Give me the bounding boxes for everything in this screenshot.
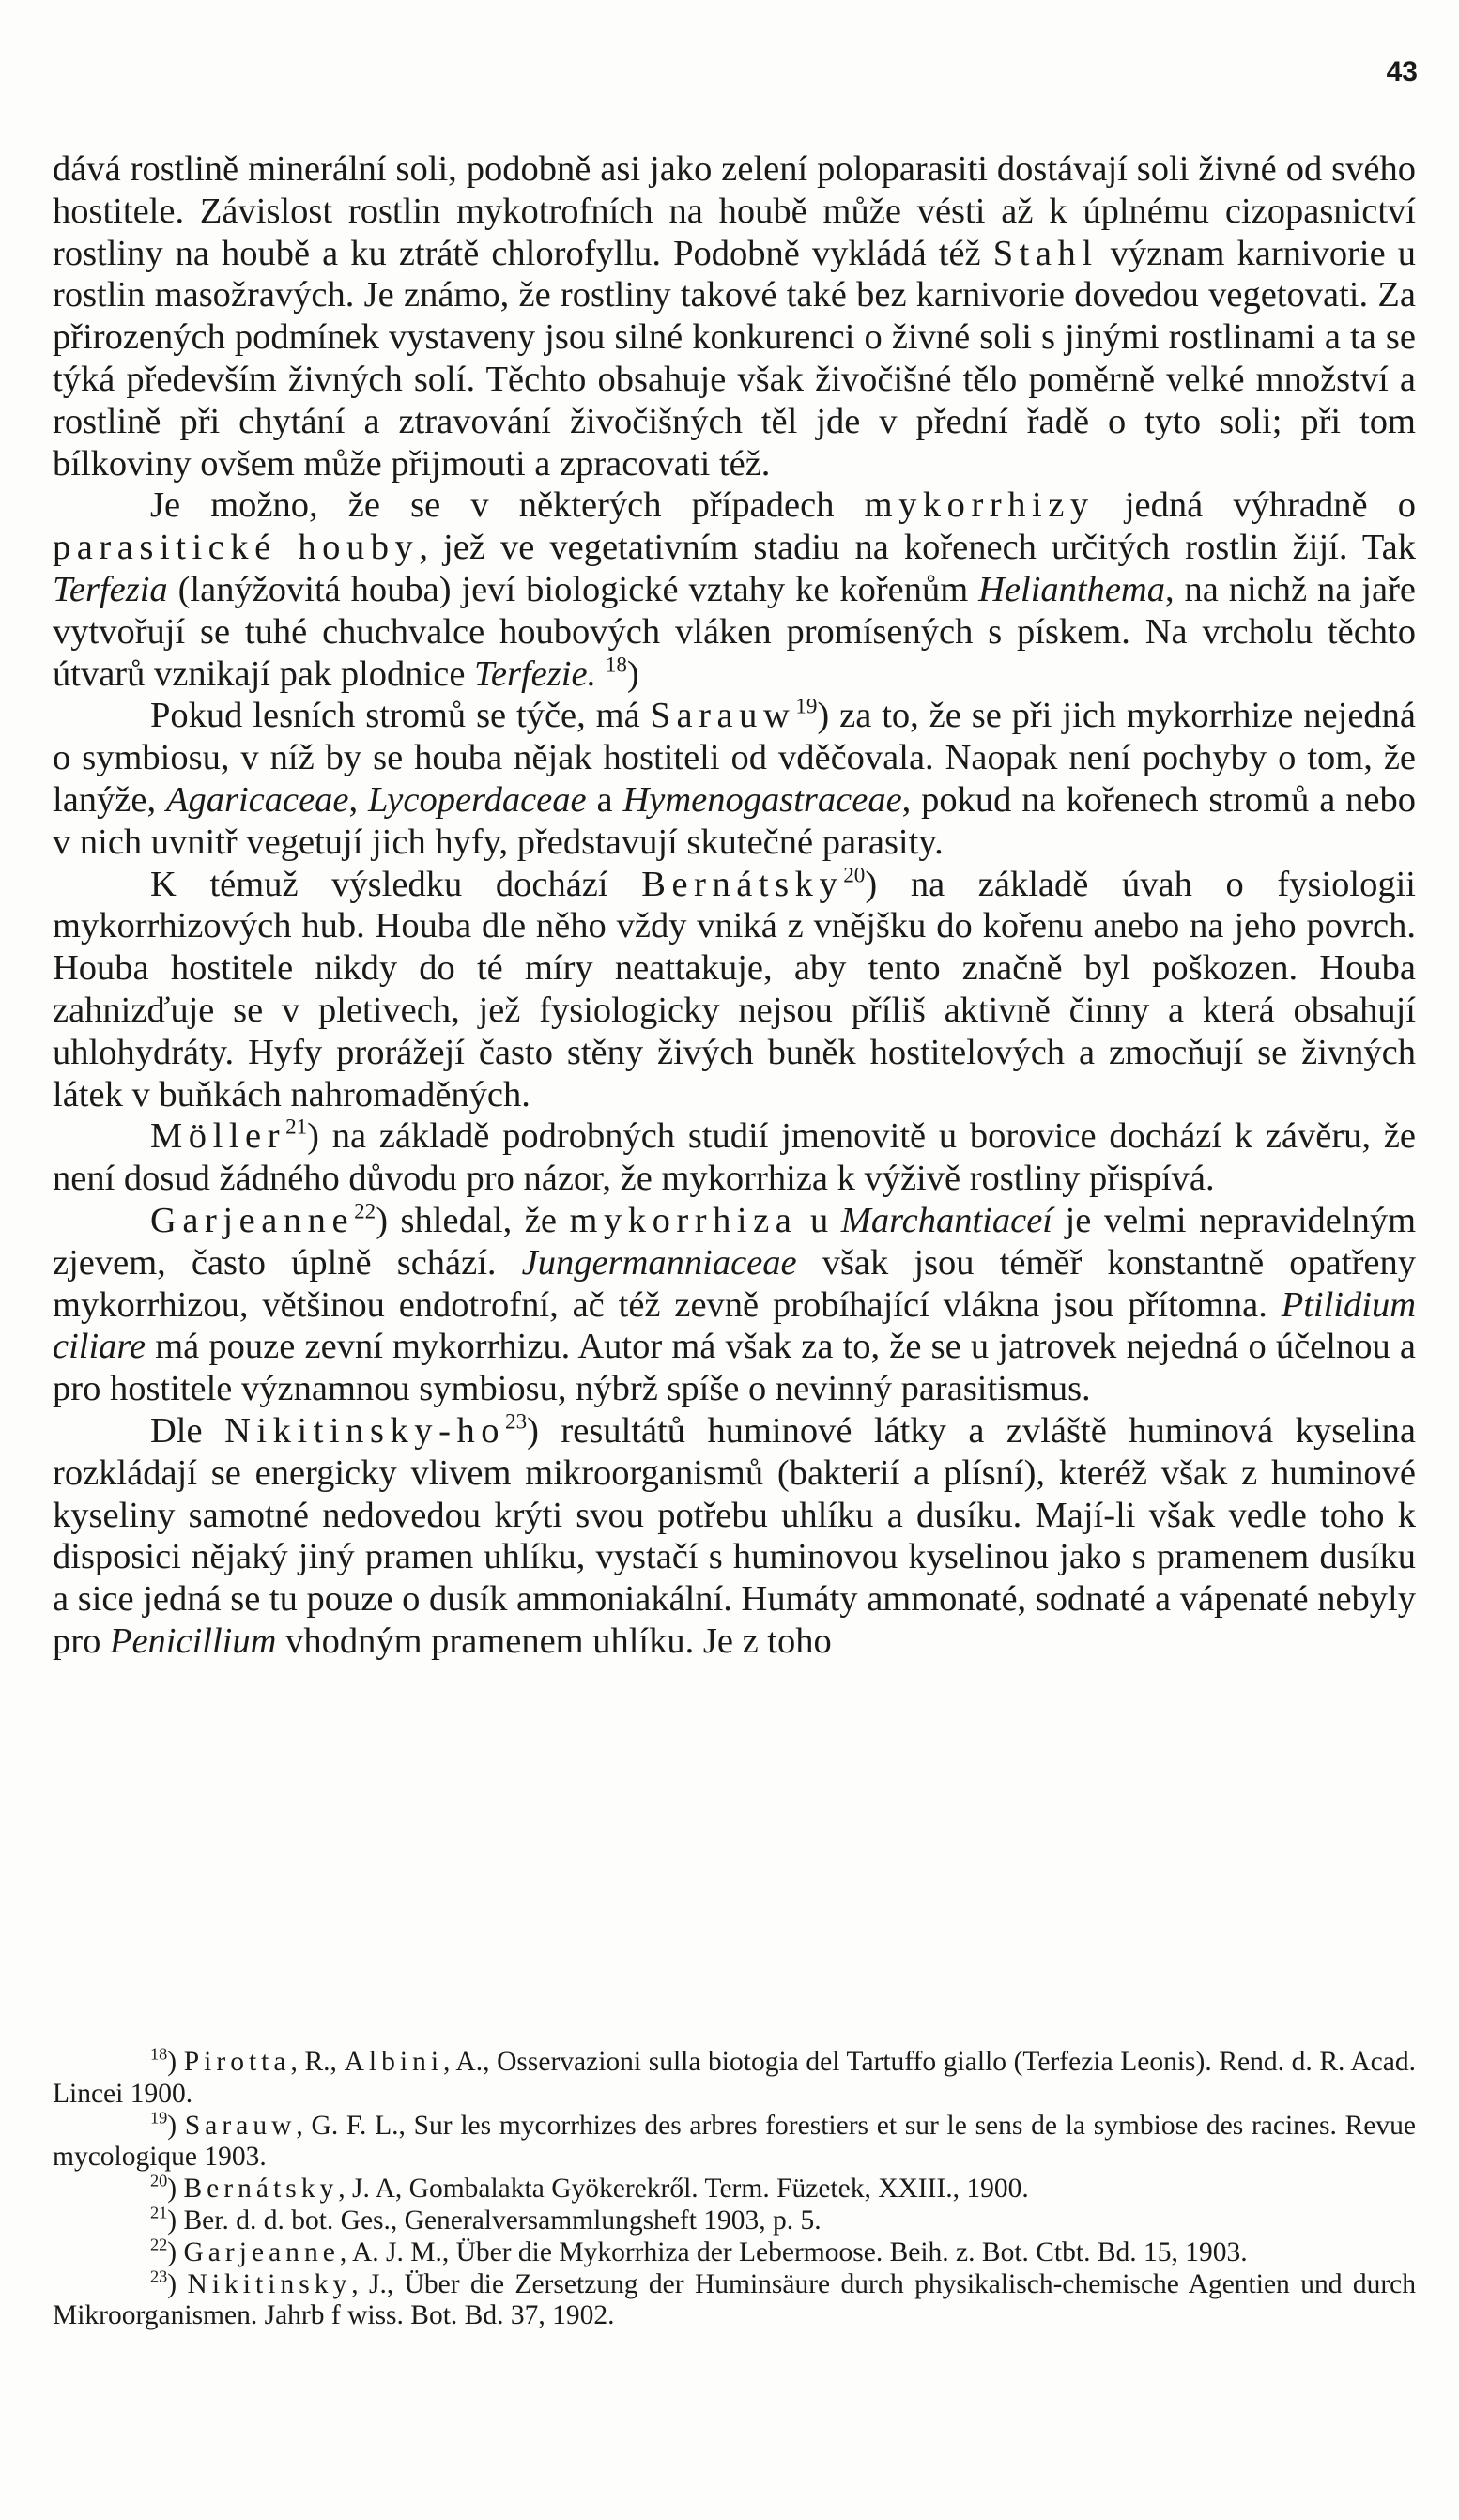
- page-number: 43: [1386, 56, 1418, 87]
- footnote-reference: 19: [795, 694, 818, 719]
- emphasized-name: Sarauw: [650, 696, 796, 736]
- text-run: význam karnivorie u rostlin masožravých. Je známo, že rostliny takové také bez karnivorie dovedou vegetovati. Za přirozených podmínek vystaveny jsou silné konkurenci o živné soli s jinými rostlinami a ta se týká především živných solí. Těchto obsahuje však živočišné tělo poměrně velké množství a rostlině při chytání a ztravování živočišných těl jde v přední řadě o tyto soli; při tom bílkoviny ovšem může přijmouti a zpracovati též.: [53, 233, 1417, 484]
- taxon-name: Jungermanniaceae: [521, 1242, 797, 1283]
- emphasized-name: Nikitinsky: [187, 2268, 352, 2299]
- emphasized-name: Sarauw: [184, 2110, 297, 2141]
- footnote-reference: 22: [150, 2235, 168, 2254]
- footnote-reference: 23: [505, 1408, 528, 1434]
- footnote: [53, 2108, 1416, 2174]
- text-run: ) shledal, že: [376, 1200, 570, 1240]
- text-run: vhodným pramenem uhlíku. Je z toho: [276, 1621, 832, 1661]
- text-run: K témuž výsledku dochází: [150, 864, 642, 904]
- text-run: ) resultátů huminové látky a zvláště huminová kyselina rozkládají se energicky vlivem mikroorganismů (bakterií a plísní), kteréž však z huminové kyseliny samotné nedovedou krýti svou potřebu uhlíku a dusíku. Mají-li však vedle toho k disposici nějaký jiný pramen uhlíku, vystačí s huminovou kyselinou jako s pramenem dusíku a sice jedná se tu pouze o dusík ammoniakální. Humáty ammonaté, sodnaté a vápenaté nebyly pro: [53, 1410, 1416, 1661]
- taxon-name: Ptilidium ciliare: [53, 1284, 1416, 1367]
- text-run: dává rostlině minerální soli, podobně asi jako zelení poloparasiti dostávají soli živné od svého hostitele. Závislost rostlin mykotrofních na houbě může vésti až k úplnému cizopasnictví rostliny na houbě a ku ztrátě chlorofyllu. Podobně vykládá též: [53, 149, 1416, 273]
- footnote-reference: 22: [354, 1198, 376, 1223]
- paragraph: [53, 1410, 1416, 1663]
- text-run: Dle: [150, 1410, 225, 1451]
- emphasized-name: Möller: [150, 1116, 286, 1157]
- footnote-reference: 21: [285, 1114, 308, 1140]
- taxon-name: Helianthema: [978, 569, 1165, 609]
- text-run: ): [167, 2047, 184, 2077]
- text-run: , jež ve vegetativním stadiu na kořenech určitých rostlin žijí. Tak: [419, 528, 1416, 568]
- emphasized-name: Stahl: [992, 233, 1098, 273]
- footnote: [53, 2266, 1417, 2333]
- emphasized-name: Bernátsky: [183, 2174, 339, 2205]
- text-run: , A. J. M., Über die Mykorrhiza der Lebermoose. Beih. z. Bot. Ctbt. Bd. 15, 1903.: [339, 2236, 1248, 2267]
- text-run: ): [167, 2174, 184, 2205]
- text-run: , na nichž na jaře vytvořují se tuhé chuchvalce houbových vláken promísených s pískem. Na vrcholu těchto útvarů vznikají pak plodnice: [53, 569, 1416, 694]
- taxon-name: Marchantiaceí: [840, 1200, 1052, 1240]
- text-run: u: [797, 1200, 841, 1240]
- taxon-name: Terfezie.: [474, 653, 597, 694]
- footnote-reference: 20: [150, 2171, 168, 2190]
- taxon-name: Terfezia: [53, 569, 168, 609]
- footnote-reference: 21: [150, 2203, 168, 2222]
- text-run: ) na základě podrobných studií jmenovitě u borovice dochází k závěru, že není dosud žádného důvodu pro názor, že mykorrhiza k výživě rostliny přispívá.: [53, 1116, 1416, 1199]
- text-run: , R.,: [290, 2047, 345, 2077]
- text-run: ): [167, 2236, 184, 2267]
- emphasized-name: mykorrhizy: [864, 485, 1095, 526]
- text-run: , G. F. L., Sur les mycorrhizes des arbres forestiers et sur le sens de la symbiose des racines. Revue mycologique 1903.: [53, 2110, 1416, 2173]
- emphasized-name: Bernátsky: [641, 864, 844, 904]
- footnote: [53, 2205, 1416, 2237]
- footnote: [53, 2171, 1416, 2205]
- paragraph: [53, 695, 1416, 863]
- text-run: (lanýžovitá houba) jeví biologické vztahy ke kořenům: [167, 569, 979, 609]
- emphasized-name: Nikitinsky-ho: [224, 1410, 506, 1451]
- paragraph: [53, 484, 1416, 695]
- text-run: , J., Über die Zersetzung der Huminsäure durch physikalisch-chemische Agentien und durch Mikroorganismen. Jahrb f wiss. Bot. Bd. 37, 1902.: [53, 2268, 1417, 2331]
- text-run: má pouze zevní mykorrhizu. Autor má však za to, že se u jatrovek nejedná o účelnou a pro hostitele významnou symbiosu, nýbrž spíše o nevinný parasitismus.: [53, 1327, 1416, 1409]
- text-run: ) za to, že se při jich mykorrhize nejedná o symbiosu, v níž by se houba nějak hostiteli od vděčovala. Naopak není pochyby o tom, že lanýže,: [53, 696, 1416, 820]
- text-run: Je možno, že se v některých případech: [150, 485, 865, 526]
- emphasized-name: Garjeanne: [150, 1200, 355, 1240]
- text-run: je velmi nepravidelným zjevem, často úplně schází.: [53, 1200, 1417, 1283]
- taxon-name: Penicillium: [109, 1621, 277, 1661]
- paragraph: [53, 148, 1416, 484]
- footnote-reference: 20: [843, 862, 866, 887]
- taxon-name: Lycoperdaceae: [368, 779, 587, 820]
- text-run: ,: [348, 779, 369, 820]
- taxon-name: Agaricaceae: [165, 779, 349, 820]
- paragraph: [53, 864, 1416, 1116]
- text-run: ): [167, 2268, 188, 2299]
- emphasized-name: mykorrhiza: [569, 1200, 798, 1240]
- text-run: ): [626, 653, 639, 694]
- text-run: ): [167, 2110, 185, 2141]
- paragraph: [53, 1115, 1416, 1200]
- text-run: [596, 654, 606, 694]
- text-run: a: [586, 779, 623, 820]
- paragraph: [53, 1200, 1416, 1410]
- emphasized-name: Pirotta: [183, 2047, 291, 2077]
- emphasized-name: Albini: [344, 2047, 444, 2077]
- emphasized-name: parasitické houby: [53, 528, 420, 568]
- footnote-reference: 23: [150, 2266, 168, 2286]
- taxon-name: Hymenogastraceae: [622, 779, 902, 820]
- footnote: [53, 2237, 1416, 2269]
- footnote-reference: 18: [605, 652, 627, 677]
- text-run: však jsou téměř konstantně opatřeny mykorrhizou, většinou endotrofní, ač též zevně probíhající vlákna jsou přítomna.: [53, 1242, 1416, 1325]
- text-run: , J. A, Gombalakta Gyökerekről. Term. Füzetek, XXIII., 1900.: [338, 2174, 1029, 2205]
- emphasized-name: Garjeanne: [183, 2236, 340, 2267]
- footnote-reference: 18: [150, 2044, 168, 2064]
- footnotes: [53, 2044, 1417, 2332]
- footnote-reference: 19: [150, 2108, 168, 2128]
- footnote: [53, 2044, 1416, 2111]
- text-run: ) na základě úvah o fysiologii mykorrhizových hub. Houba dle něho vždy vniká z vnějšku do kořenu anebo na jeho povrch. Houba hostitele nikdy do té míry neattakuje, aby tento značně byl poškozen. Houba zahnizďuje se v pletivech, jež fysiologicky nejsou příliš aktivně činny a která obsahují uhlohydráty. Hyfy prorážejí často stěny živých buněk hostitelových a zmocňují se živných látek v buňkách nahromaděných.: [53, 864, 1417, 1114]
- text-run: ) Ber. d. d. bot. Ges., Generalversammlungsheft 1903, p. 5.: [167, 2205, 822, 2236]
- text-run: Pokud lesních stromů se týče, má: [150, 696, 651, 736]
- text-run: , pokud na kořenech stromů a nebo v nich uvnitř vegetují jich hyfy, představují skutečné parasity.: [53, 779, 1417, 862]
- body-text: [53, 148, 1416, 1663]
- text-run: jedná výhradně o: [1094, 485, 1416, 526]
- text-run: , A., Osservazioni sulla biotogia del Tartuffo giallo (Terfezia Leonis). Rend. d. R. Acad. Lincei 1900.: [53, 2047, 1416, 2109]
